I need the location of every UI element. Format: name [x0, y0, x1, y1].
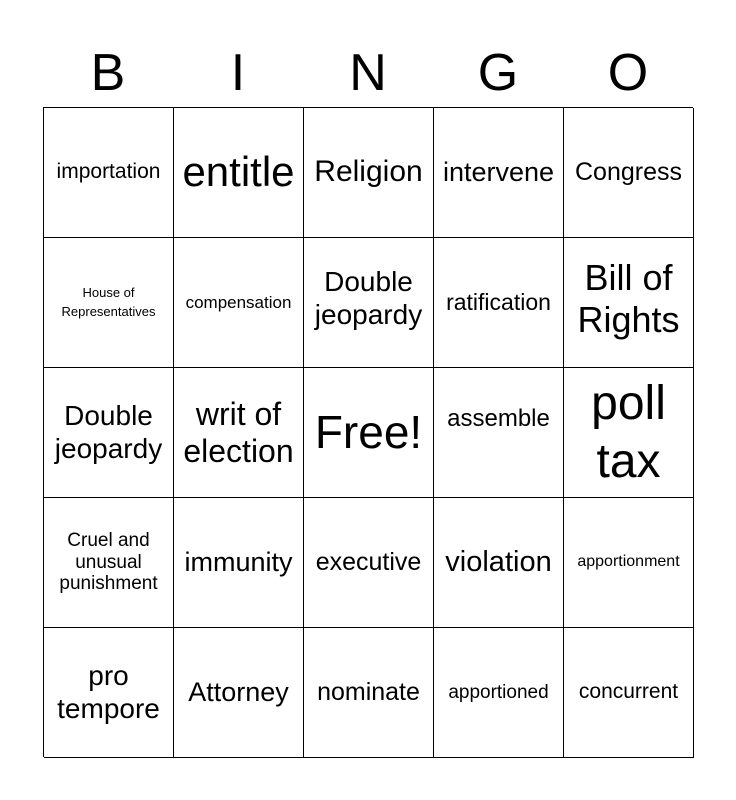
- bingo-cell[interactable]: [564, 628, 694, 758]
- cell-label: intervene: [442, 156, 555, 187]
- cell-label: apportionment: [577, 553, 680, 571]
- cell-label: entitle: [182, 148, 295, 196]
- cell-label: House of Representatives: [61, 284, 156, 319]
- bingo-cell[interactable]: [304, 498, 434, 628]
- cell-label: executive: [315, 548, 422, 577]
- bingo-cell[interactable]: [174, 628, 304, 758]
- cell-label: apportioned: [448, 681, 549, 703]
- cell-label: Attorney: [188, 676, 289, 707]
- cell-label: Double jeopardy: [54, 400, 163, 464]
- header-letter-n: N: [349, 44, 387, 102]
- bingo-cell[interactable]: [174, 238, 304, 368]
- bingo-cell[interactable]: [44, 368, 174, 498]
- cell-label: Cruel and unusual punishment: [59, 529, 158, 595]
- bingo-header: [43, 40, 693, 106]
- cell-label: assemble: [447, 404, 550, 432]
- bingo-cell[interactable]: [564, 238, 694, 368]
- cell-label: poll tax: [591, 376, 666, 488]
- cell-label: concurrent: [578, 680, 679, 704]
- cell-label: immunity: [184, 546, 293, 577]
- cell-label: Religion: [314, 155, 423, 189]
- cell-label: ratification: [446, 289, 551, 316]
- bingo-cell[interactable]: [304, 628, 434, 758]
- free-space-cell[interactable]: [304, 368, 434, 498]
- bingo-cell[interactable]: [44, 108, 174, 238]
- bingo-cell[interactable]: [564, 108, 694, 238]
- bingo-cell[interactable]: [174, 108, 304, 238]
- bingo-cell[interactable]: [434, 498, 564, 628]
- cell-label: Congress: [575, 158, 682, 187]
- cell-label: compensation: [185, 292, 292, 312]
- bingo-cell[interactable]: [44, 238, 174, 368]
- cell-label: importation: [56, 160, 161, 184]
- header-letter-o: O: [607, 44, 649, 102]
- bingo-cell[interactable]: [434, 628, 564, 758]
- bingo-cell[interactable]: [564, 498, 694, 628]
- cell-label: writ of election: [183, 395, 294, 469]
- bingo-cell[interactable]: [304, 108, 434, 238]
- cell-label: Double jeopardy: [314, 266, 423, 330]
- header-letter-g: G: [477, 44, 519, 102]
- bingo-cell[interactable]: [434, 368, 564, 498]
- bingo-cell[interactable]: [44, 628, 174, 758]
- bingo-cell[interactable]: [174, 498, 304, 628]
- cell-label: nominate: [317, 678, 420, 707]
- cell-label: Bill of Rights: [577, 257, 680, 340]
- bingo-cell[interactable]: [174, 368, 304, 498]
- bingo-cell[interactable]: [434, 108, 564, 238]
- cell-label: pro tempore: [57, 660, 160, 724]
- cell-label: violation: [445, 545, 552, 578]
- header-letter-i: I: [230, 44, 246, 102]
- bingo-cell[interactable]: [564, 368, 694, 498]
- bingo-cell[interactable]: [434, 238, 564, 368]
- bingo-card-grid: [43, 107, 693, 757]
- bingo-cell[interactable]: [44, 498, 174, 628]
- free-space-label: Free!: [314, 406, 423, 459]
- header-letter-b: B: [90, 44, 126, 102]
- bingo-cell[interactable]: [304, 238, 434, 368]
